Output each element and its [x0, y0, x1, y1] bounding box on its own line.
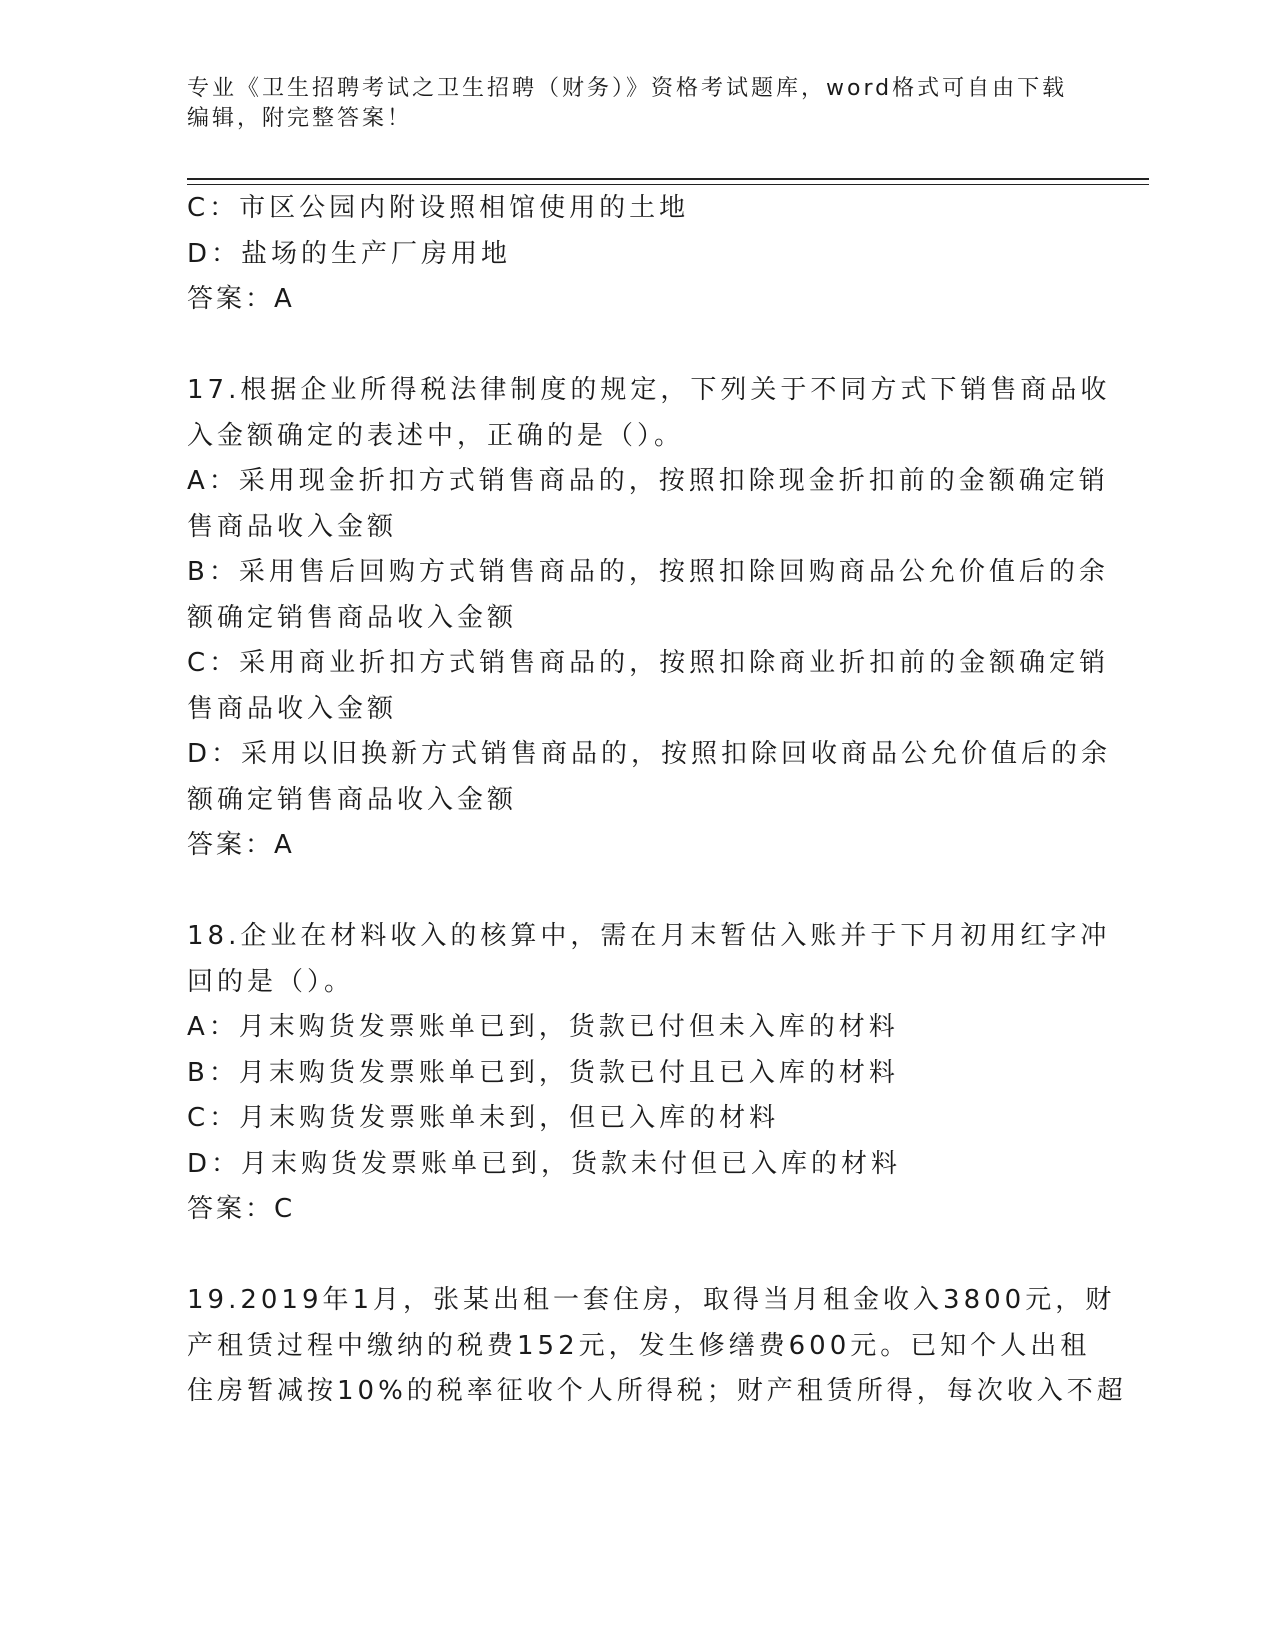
- option-c: C：市区公园内附设照相馆使用的土地: [187, 193, 690, 223]
- question-stem: 17.根据企业所得税法律制度的规定，下列关于不同方式下销售商品收: [187, 375, 1111, 405]
- option-c-cont: 售商品收入金额: [187, 693, 398, 724]
- question-stem: 19.2019年1月，张某出租一套住房，取得当月租金收入3800元，财: [187, 1285, 1116, 1315]
- option-d: D：采用以旧换新方式销售商品的，按照扣除回收商品公允价值后的余: [187, 739, 1112, 769]
- option-c: C：采用商业折扣方式销售商品的，按照扣除商业折扣前的金额确定销: [187, 648, 1110, 678]
- option-d: D：月末购货发票账单已到，货款未付但已入库的材料: [187, 1148, 902, 1179]
- option-d: D：盐场的生产厂房用地: [187, 238, 512, 269]
- question-stem: 入金额确定的表述中，正确的是（）。: [187, 420, 685, 451]
- answer-line: 答案：A: [187, 830, 295, 860]
- question-stem: 回的是（）。: [187, 966, 355, 997]
- option-d-cont: 额确定销售商品收入金额: [187, 784, 518, 815]
- header-divider-thin: [187, 184, 1149, 185]
- option-b: B：月末购货发票账单已到，货款已付且已入库的材料: [187, 1057, 899, 1088]
- question-body: [187, 186, 1127, 1415]
- question-18: [187, 914, 1111, 1233]
- answer-line: 答案：C: [187, 1194, 296, 1224]
- option-a: A：月末购货发票账单已到，货款已付但未入库的材料: [187, 1012, 899, 1042]
- option-b: B：采用售后回购方式销售商品的，按照扣除回购商品公允价值后的余: [187, 557, 1109, 587]
- option-a-cont: 售商品收入金额: [187, 511, 398, 542]
- question-stem: 18.企业在材料收入的核算中，需在月末暂估入账并于下月初用红字冲: [187, 921, 1111, 951]
- header-divider-thick: [187, 178, 1149, 180]
- document-header: [187, 74, 1087, 134]
- spacer: [187, 323, 1087, 369]
- question-17: [187, 368, 1112, 869]
- option-c: C：月末购货发票账单未到，但已入库的材料: [187, 1103, 780, 1133]
- spacer: [187, 1233, 1087, 1279]
- option-b-cont: 额确定销售商品收入金额: [187, 602, 518, 633]
- header-title-line-2: 编辑，附完整答案！: [187, 106, 413, 131]
- question-19: [187, 1278, 1127, 1415]
- question-stem: 住房暂减按10%的税率征收个人所得税；财产租赁所得，每次收入不超: [187, 1376, 1127, 1406]
- question-stem: 产租赁过程中缴纳的税费152元，发生修缮费600元。已知个人出租: [187, 1330, 1091, 1361]
- option-a: A：采用现金折扣方式销售商品的，按照扣除现金折扣前的金额确定销: [187, 466, 1109, 496]
- header-title-line-1: 专业《卫生招聘考试之卫生招聘（财务）》资格考试题库，word格式可自由下载: [187, 76, 1068, 101]
- previous-question: [187, 186, 1087, 323]
- spacer: [187, 869, 1087, 915]
- answer-line: 答案：A: [187, 284, 295, 314]
